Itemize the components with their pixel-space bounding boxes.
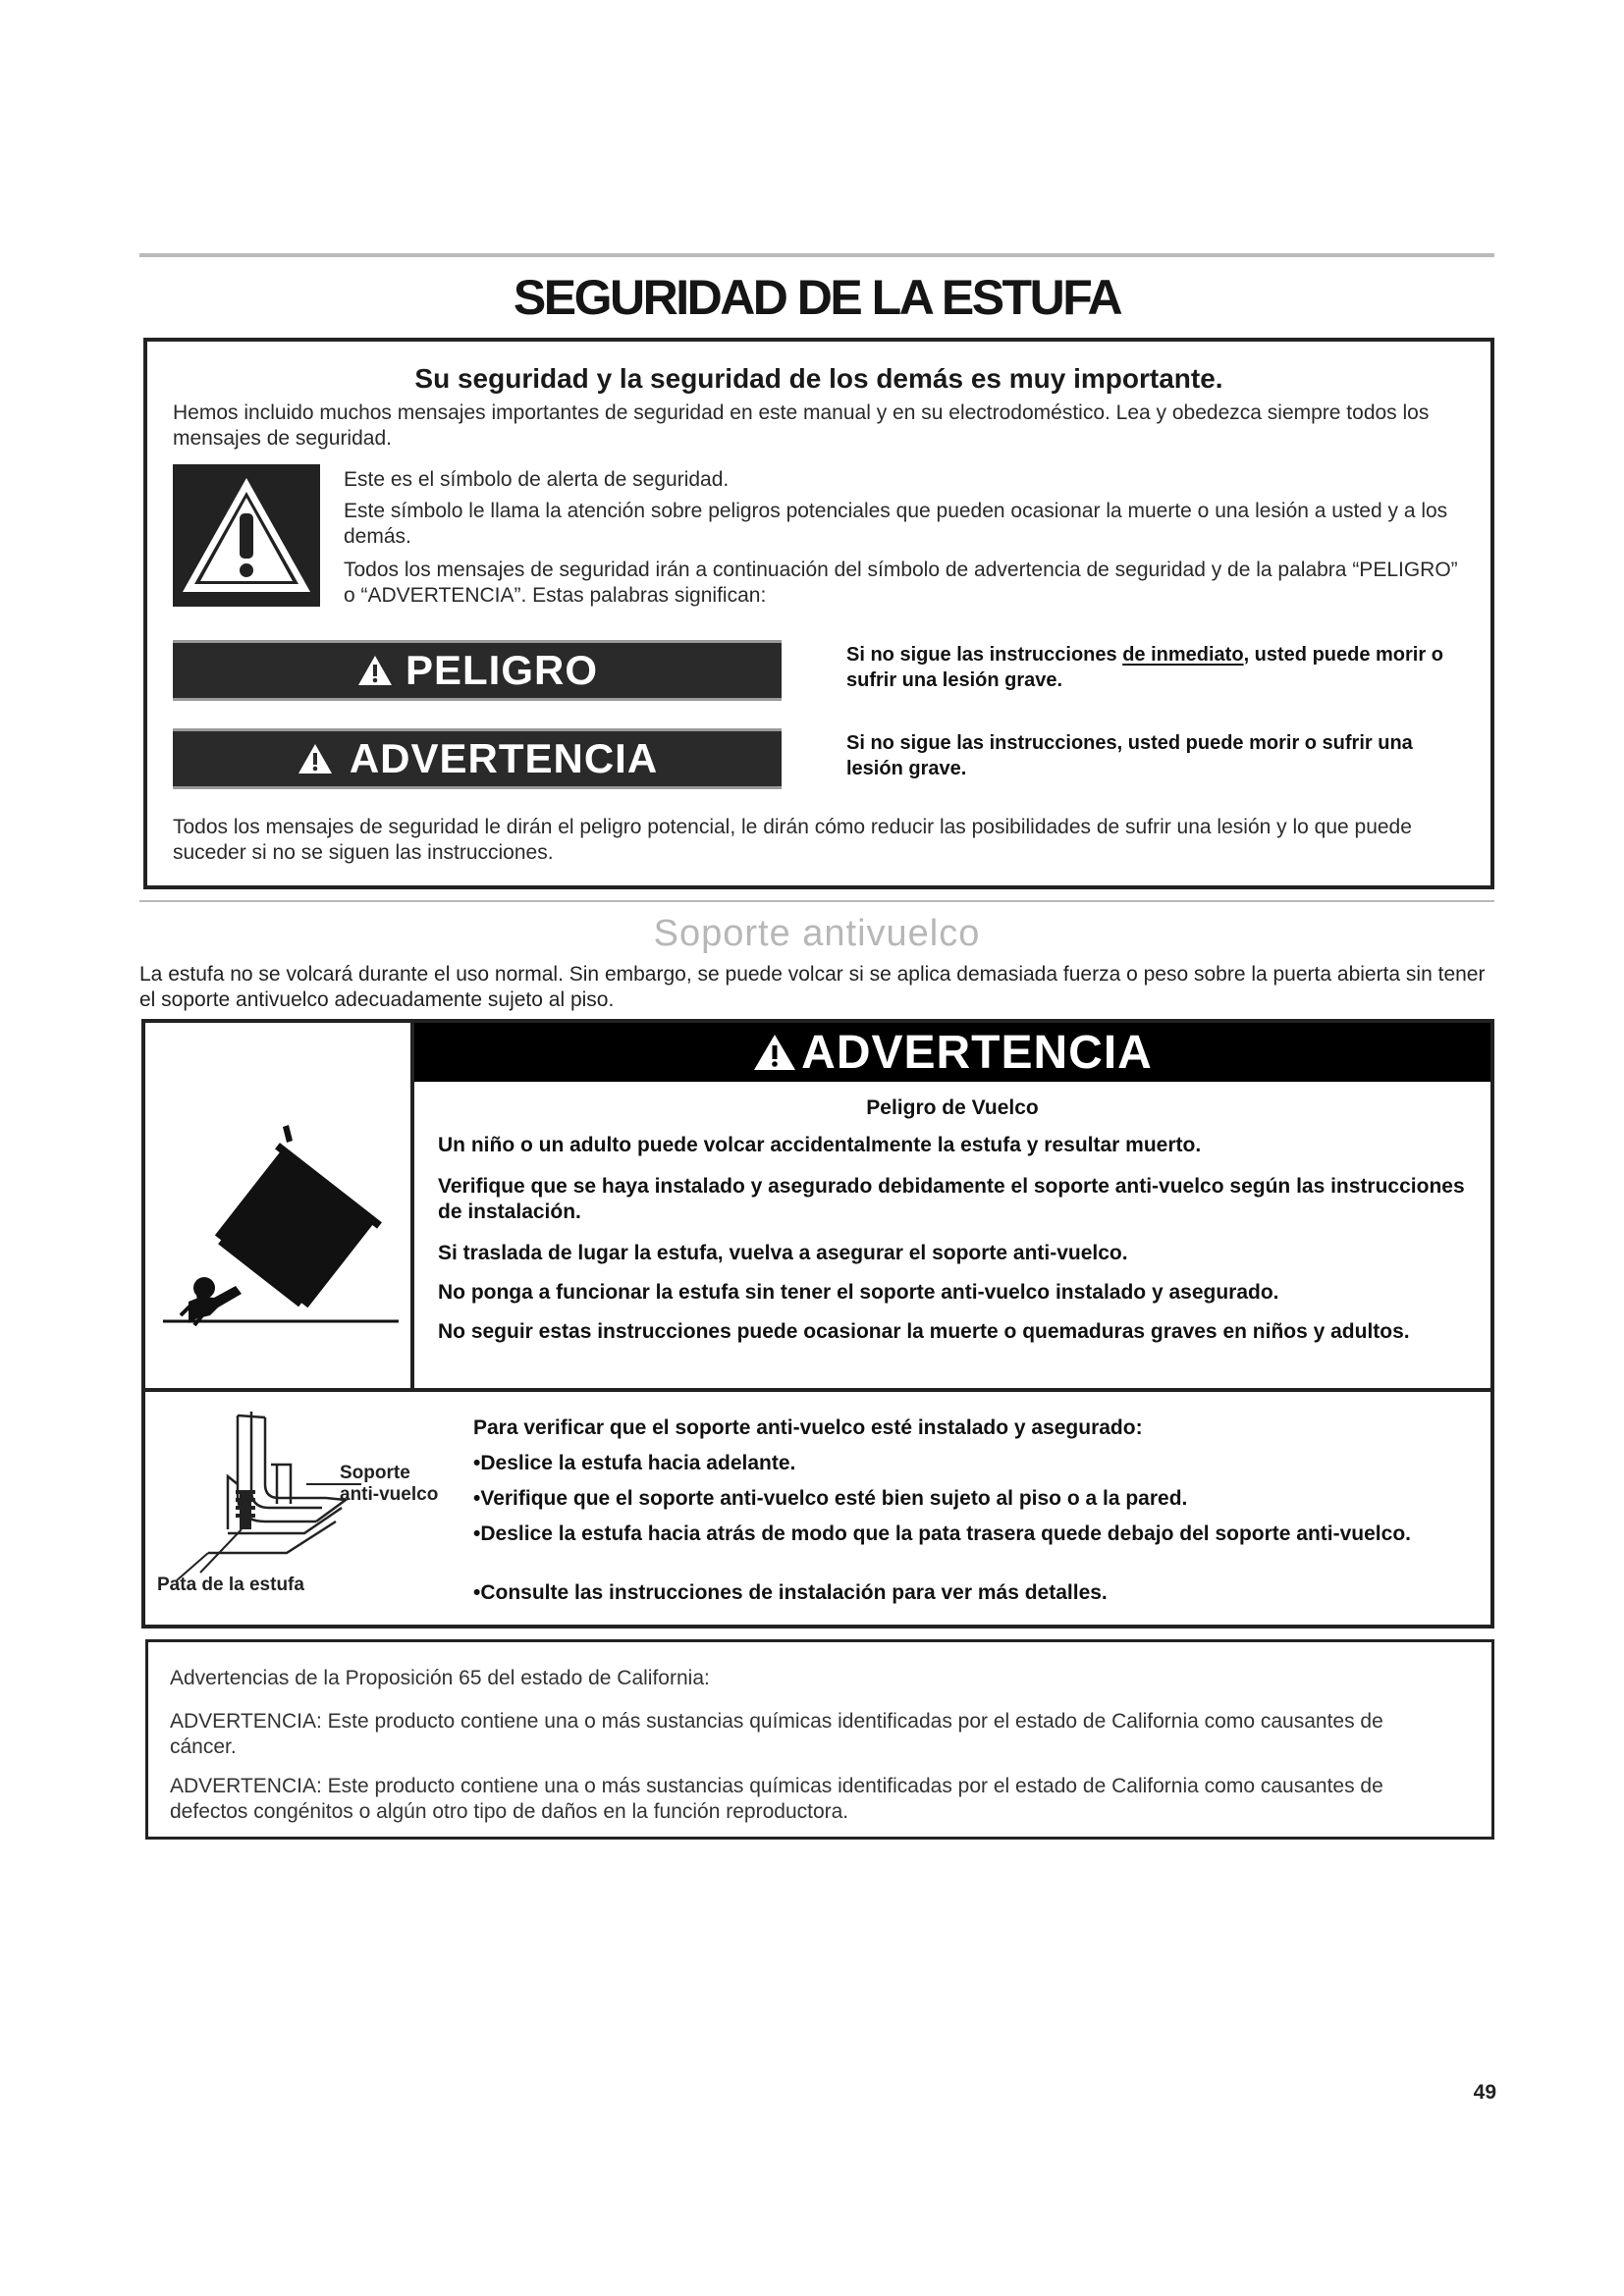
warning-triangle-icon — [752, 1033, 797, 1072]
row-divider — [145, 1388, 1490, 1392]
label-leg: Pata de la estufa — [157, 1575, 304, 1595]
advertencia-label: ADVERTENCIA — [349, 735, 659, 781]
statement-5: No seguir estas instrucciones puede ocasionar la muerte o quemaduras graves en niños y adultos. — [438, 1320, 1410, 1343]
statement-4: No ponga a funcionar la estufa sin tener el soporte anti-vuelco instalado y asegurado. — [438, 1281, 1279, 1304]
warning-triangle-icon — [297, 742, 334, 775]
safety-intro: Hemos incluido muchos mensajes importantes de seguridad en este manual y en su electrodoméstico. Lea y obedezca siempre todos los mensajes de seguridad. — [173, 401, 1430, 450]
alert-symbol-text: Este es el símbolo de alerta de seguridad. — [344, 468, 730, 491]
top-rule — [139, 253, 1494, 257]
statement-3: Si traslada de lugar la estufa, vuelva a asegurar el soporte anti-vuelco. — [438, 1242, 1128, 1264]
verify-step-4: •Consulte las instrucciones de instalación para ver más detalles. — [473, 1581, 1108, 1604]
advertencia-bar — [173, 728, 782, 789]
prop65-warning-2: ADVERTENCIA: Este producto contiene una o más sustancias químicas identificadas por el estado de California como causantes de defectos congénitos o algún otro tipo de daños en la función reproductora. — [170, 1775, 1383, 1823]
tipping-range-illustration — [159, 1121, 405, 1337]
safety-footer: Todos los mensajes de seguridad le dirán el peligro potencial, le dirán cómo reducir las posibilidades de sufrir una lesión y lo que puede suceder si no se siguen las instrucciones. — [173, 816, 1412, 864]
section-rule — [139, 900, 1494, 902]
verify-step-3: •Deslice la estufa hacia atrás de modo que la pata trasera quede debajo del soporte anti-vuelco. — [473, 1522, 1411, 1545]
safety-alert-icon — [173, 464, 320, 607]
anti-tip-bracket-illustration — [169, 1406, 365, 1582]
safety-heading: Su seguridad y la seguridad de los demás es muy importante. — [414, 363, 1223, 394]
section-title-antitip: Soporte antivuelco — [653, 913, 981, 954]
page-title: SEGURIDAD DE LA ESTUFA — [513, 270, 1121, 325]
antitip-intro: La estufa no se volcará durante el uso normal. Sin embargo, se puede volcar si se aplica demasiada fuerza o peso sobre la puerta abierta sin tener el soporte antivuelco adecuadamente sujeto al piso. — [139, 963, 1486, 1011]
verify-step-1: •Deslice la estufa hacia adelante. — [473, 1452, 796, 1474]
statement-2: Verifique que se haya instalado y asegurado debidamente el soporte anti-vuelco según las instrucciones de instalación. — [438, 1175, 1465, 1223]
peligro-bar — [173, 640, 782, 701]
prop65-title: Advertencias de la Proposición 65 del estado de California: — [170, 1667, 710, 1689]
page-number: 49 — [1473, 2081, 1496, 2104]
advertencia-banner — [414, 1023, 1490, 1082]
signal-words-text: Todos los mensajes de seguridad irán a continuación del símbolo de advertencia de seguridad y de la palabra “PELIGRO” o “ADVERTENCIA”. Estas palabras significan: — [344, 559, 1458, 607]
alert-explain-text: Este símbolo le llama la atención sobre peligros potenciales que pueden ocasionar la muerte o una lesión a usted y a los demás. — [344, 500, 1448, 548]
antitip-warning-box — [141, 1019, 1494, 1629]
prop65-warning-1: ADVERTENCIA: Este producto contiene una o más sustancias químicas identificadas por el estado de California como causantes de cáncer. — [170, 1710, 1383, 1758]
peligro-label: PELIGRO — [405, 647, 599, 693]
warning-triangle-icon — [356, 654, 394, 687]
verify-heading: Para verificar que el soporte anti-vuelco esté instalado y asegurado: — [473, 1416, 1143, 1439]
label-bracket: Soporte anti-vuelco — [340, 1463, 439, 1505]
prop65-box — [145, 1639, 1494, 1840]
advertencia-description: Si no sigue las instrucciones, usted puede morir o sufrir una lesión grave. — [846, 732, 1413, 779]
statement-1: Un niño o un adulto puede volcar accidentalmente la estufa y resultar muerto. — [438, 1134, 1202, 1156]
peligro-description: Si no sigue las instrucciones de inmediato, usted puede morir o sufrir una lesión grave. — [846, 644, 1443, 691]
verify-step-2: •Verifique que el soporte anti-vuelco esté bien sujeto al piso o a la pared. — [473, 1487, 1188, 1510]
safety-box — [143, 338, 1494, 889]
hazard-title: Peligro de Vuelco — [866, 1096, 1039, 1119]
advertencia-banner-label: ADVERTENCIA — [801, 1026, 1153, 1079]
